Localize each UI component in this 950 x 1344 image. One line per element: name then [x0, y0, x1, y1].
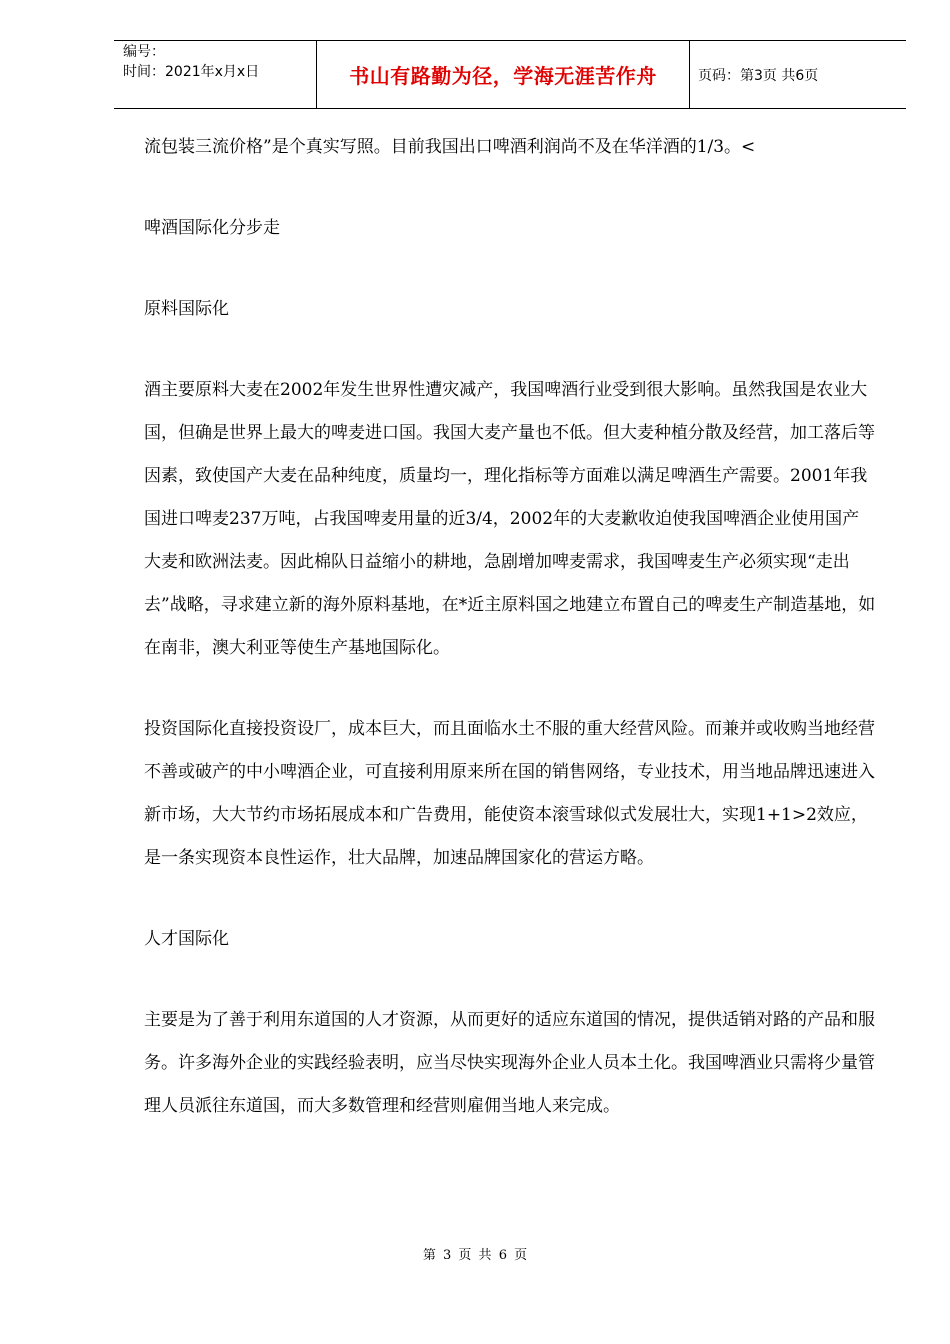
document-body	[144, 126, 876, 1128]
section-heading-talent: 人才国际化	[144, 929, 229, 949]
section-heading-stepwise: 啤酒国际化分步走	[144, 218, 280, 238]
document-number-label: 编号：	[123, 44, 165, 60]
header-meta-cell	[114, 41, 317, 108]
paragraph-investment: 投资国际化直接投资设厂，成本巨大，而且面临水土不服的重大经营风险。而兼并或收购当地经营不善或破产的中小啤酒企业，可直接利用原来所在国的销售网络，专业技术，用当地品牌迅速进入新市场，大大节约市场拓展成本和广告费用，能使资本滚雪球似式发展壮大，实现1+1>2效应，是一条实现资本良性运作，壮大品牌，加速品牌国家化的营运方略。	[144, 719, 875, 868]
header-page-info: 页码：第3页 共6页	[698, 67, 819, 84]
paragraph-continuation: 流包装三流价格”是个真实写照。目前我国出口啤酒利润尚不及在华洋酒的1/3。<	[144, 137, 756, 157]
section-heading-raw-materials: 原料国际化	[144, 299, 229, 319]
document-time-label: 时间：2021年x月x日	[123, 64, 260, 80]
page-header	[114, 40, 906, 109]
header-motto: 书山有路勤为径，学海无涯苦作舟	[349, 64, 657, 88]
header-page-cell	[690, 41, 906, 108]
header-motto-cell	[317, 41, 690, 108]
page-footer: 第 3 页 共 6 页	[422, 1248, 528, 1263]
paragraph-raw-materials: 酒主要原料大麦在2002年发生世界性遭灾减产，我国啤酒行业受到很大影响。虽然我国是农业大国，但确是世界上最大的啤麦进口国。我国大麦产量也不低。但大麦种植分散及经营，加工落后等因素，致使国产大麦在品种纯度，质量均一，理化指标等方面难以满足啤酒生产需要。2001年我国进口啤麦237万吨，占我国啤麦用量的近3/4，2002年的大麦歉收迫使我国啤酒企业使用国产大麦和欧洲法麦。因此棉队日益缩小的耕地，急剧增加啤麦需求，我国啤麦生产必须实现“走出去”战略，寻求建立新的海外原料基地，在*近主原料国之地建立布置自己的啤麦生产制造基地，如在南非，澳大利亚等使生产基地国际化。	[144, 380, 876, 658]
paragraph-talent: 主要是为了善于利用东道国的人才资源，从而更好的适应东道国的情况，提供适销对路的产品和服务。许多海外企业的实践经验表明，应当尽快实现海外企业人员本土化。我国啤酒业只需将少量管理人员派往东道国，而大多数管理和经营则雇佣当地人来完成。	[144, 1010, 875, 1116]
